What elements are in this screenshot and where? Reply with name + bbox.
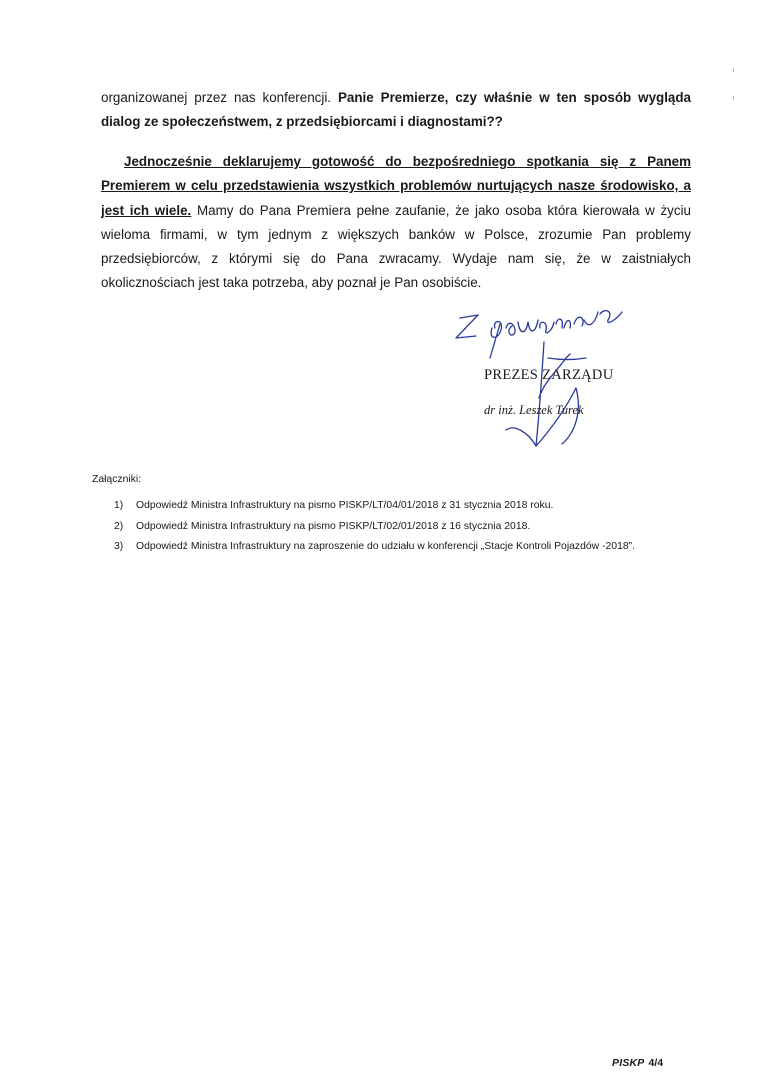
page-number: 4/4: [648, 1057, 664, 1069]
signatory-title: PREZES ZARZĄDU: [484, 367, 614, 383]
list-item: [114, 517, 635, 538]
scan-edge-mark: [733, 68, 734, 72]
page-footer: [612, 1057, 663, 1069]
list-item: [114, 496, 635, 517]
piskp-logo: PISKP: [612, 1057, 645, 1069]
list-item-number: 1): [114, 500, 124, 511]
list-item-text: Odpowiedź Ministra Infrastruktury na pismo PISKP/LT/02/01/2018 z 16 stycznia 2018.: [136, 520, 531, 532]
list-item: [114, 537, 635, 558]
signatory-name: dr inż. Leszek Turek: [484, 403, 584, 417]
declaration-text: Jednocześnie deklarujemy gotowość do bezpośredniego spotkania się z Panem Premierem w celu przedstawienia wszystkich problemów nurtujących nasze środowisko, a jest ich wiele.: [101, 154, 691, 218]
scan-edge-mark: [733, 96, 734, 100]
list-item-number: 3): [114, 541, 124, 552]
paragraph-text: Mamy do Pana Premiera pełne zaufanie, że jako osoba która kierowała w życiu wieloma firmami, w tym jednym z większych banków w Polsce, zrozumie Pan problemy przedsiębiorców, z którymi się do Pana zwracamy. Wydaje nam się, że w zaistniałych okolicznościach jest taka potrzeba, aby poznał je Pan osobiście.: [101, 202, 691, 291]
list-item-text: Odpowiedź Ministra Infrastruktury na zaproszenie do udziału w konferencji „Stacje Kontroli Pojazdów -2018”.: [136, 541, 635, 552]
paragraph-declaration: [101, 150, 691, 296]
attachments-heading: Załączniki:: [92, 474, 142, 485]
paragraph-conference: [101, 86, 691, 135]
question-to-premier: Panie Premierze, czy właśnie w ten sposób wygląda dialog ze społeczeństwem, z przedsiębiorcami i diagnostami??: [101, 90, 691, 130]
attachments-list: [114, 496, 635, 558]
list-item-text: Odpowiedź Ministra Infrastruktury na pismo PISKP/LT/04/01/2018 z 31 stycznia 2018 roku.: [136, 500, 554, 511]
list-item-number: 2): [114, 520, 124, 532]
paragraph-text: organizowanej przez nas konferencji.: [101, 90, 338, 105]
